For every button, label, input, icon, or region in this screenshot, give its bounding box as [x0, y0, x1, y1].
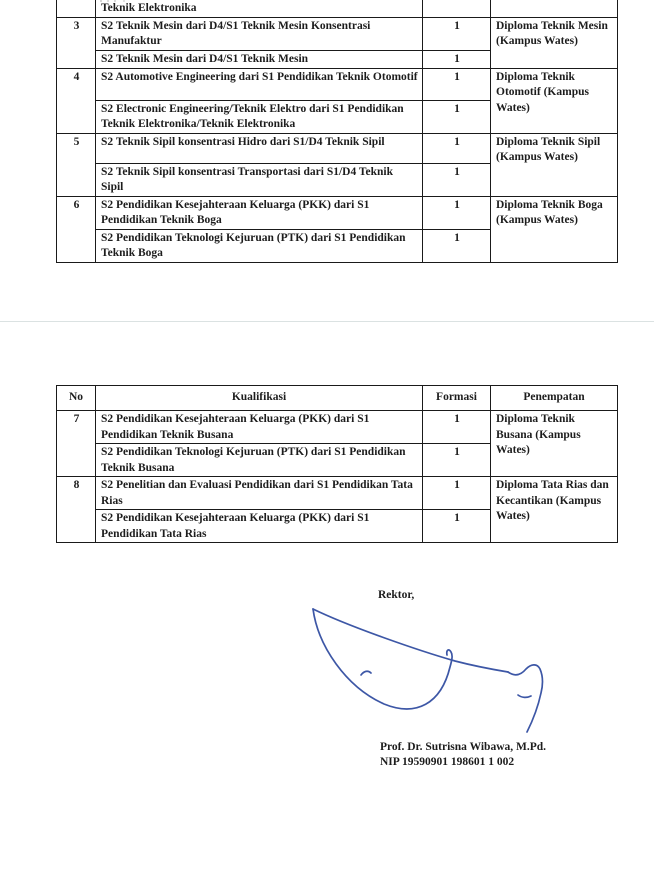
- cell-kualifikasi: S2 Pendidikan Teknologi Kejuruan (PTK) dari S1 Pendidikan Teknik Busana: [96, 444, 423, 477]
- cell-formasi: 1: [423, 411, 491, 444]
- cell-formasi: 1: [423, 50, 491, 68]
- table-row: [57, 196, 618, 229]
- cell-no: 4: [57, 68, 96, 133]
- signatory-nip: NIP 19590901 198601 1 002: [380, 756, 515, 768]
- table-row: [57, 477, 618, 510]
- cell-penempatan: Diploma Teknik Mesin (Kampus Wates): [491, 17, 618, 68]
- cell-formasi: 1: [423, 68, 491, 100]
- cell-no: 5: [57, 133, 96, 196]
- header-penempatan: Penempatan: [491, 386, 618, 411]
- cell-no: 8: [57, 477, 96, 543]
- cell-penempatan: [491, 0, 618, 17]
- cell-penempatan: Diploma Teknik Boga (Kampus Wates): [491, 196, 618, 262]
- cell-no: 7: [57, 411, 96, 477]
- cell-formasi: 1: [423, 477, 491, 510]
- qualification-table-lower: [56, 385, 618, 543]
- handwritten-signature: [302, 600, 552, 740]
- cell-formasi: 1: [423, 163, 491, 196]
- table-row: [57, 68, 618, 100]
- cell-formasi: 1: [423, 444, 491, 477]
- header-formasi: Formasi: [423, 386, 491, 411]
- cell-kualifikasi: S2 Penelitian dan Evaluasi Pendidikan dari S1 Pendidikan Tata Rias: [96, 477, 423, 510]
- qualification-table-upper: [56, 0, 618, 263]
- cell-kualifikasi: S2 Teknik Sipil konsentrasi Hidro dari S1/D4 Teknik Sipil: [96, 133, 423, 163]
- cell-kualifikasi: S2 Automotive Engineering dari S1 Pendidikan Teknik Otomotif: [96, 68, 423, 100]
- cell-no: [57, 0, 96, 17]
- signature-title: Rektor,: [378, 589, 415, 601]
- table-row: [57, 411, 618, 444]
- cell-kualifikasi: S2 Pendidikan Kesejahteraan Keluarga (PKK) dari S1 Pendidikan Teknik Boga: [96, 196, 423, 229]
- cell-no: 6: [57, 196, 96, 262]
- header-no: No: [57, 386, 96, 411]
- cell-formasi: 1: [423, 100, 491, 133]
- page-separator: [0, 321, 654, 322]
- cell-kualifikasi: S2 Teknik Mesin dari D4/S1 Teknik Mesin: [96, 50, 423, 68]
- cell-kualifikasi: S2 Pendidikan Kesejahteraan Keluarga (PKK) dari S1 Pendidikan Teknik Busana: [96, 411, 423, 444]
- cell-formasi: 1: [423, 196, 491, 229]
- cell-no: 3: [57, 17, 96, 68]
- cell-kualifikasi: S2 Pendidikan Teknologi Kejuruan (PTK) dari S1 Pendidikan Teknik Boga: [96, 229, 423, 262]
- signatory-name: Prof. Dr. Sutrisna Wibawa, M.Pd.: [380, 741, 547, 753]
- cell-penempatan: Diploma Teknik Busana (Kampus Wates): [491, 411, 618, 477]
- cell-formasi: 1: [423, 133, 491, 163]
- cell-penempatan: Diploma Tata Rias dan Kecantikan (Kampus Wates): [491, 477, 618, 543]
- cell-formasi: 1: [423, 17, 491, 50]
- cell-formasi: 1: [423, 510, 491, 543]
- cell-kualifikasi: S2 Teknik Sipil konsentrasi Transportasi dari S1/D4 Teknik Sipil: [96, 163, 423, 196]
- cell-formasi: 1: [423, 229, 491, 262]
- cell-kualifikasi: S2 Teknik Mesin dari D4/S1 Teknik Mesin Konsentrasi Manufaktur: [96, 17, 423, 50]
- cell-formasi: [423, 0, 491, 17]
- table-row: [57, 0, 618, 17]
- cell-kualifikasi: Teknik Elektronika: [96, 0, 423, 17]
- cell-penempatan: Diploma Teknik Otomotif (Kampus Wates): [491, 68, 618, 133]
- cell-kualifikasi: S2 Electronic Engineering/Teknik Elektro dari S1 Pendidikan Teknik Elektronika/Teknik Elektronika: [96, 100, 423, 133]
- cell-penempatan: Diploma Teknik Sipil (Kampus Wates): [491, 133, 618, 196]
- table-row: [57, 133, 618, 163]
- cell-kualifikasi: S2 Pendidikan Kesejahteraan Keluarga (PKK) dari S1 Pendidikan Tata Rias: [96, 510, 423, 543]
- table-row: [57, 17, 618, 50]
- table-header-row: [57, 386, 618, 411]
- header-kualifikasi: Kualifikasi: [96, 386, 423, 411]
